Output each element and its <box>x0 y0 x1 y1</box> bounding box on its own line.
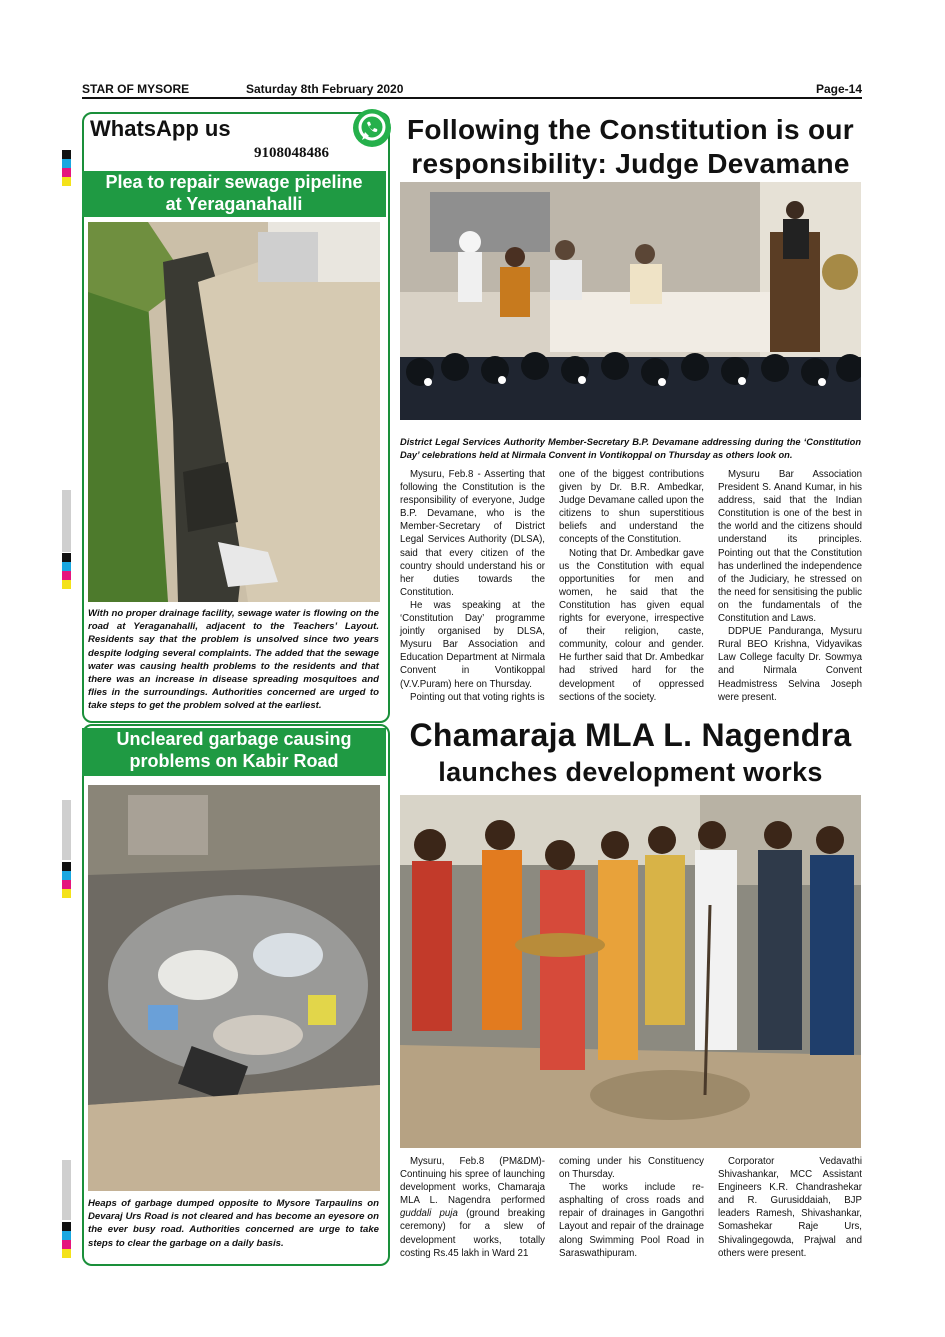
registration-marks <box>62 862 71 898</box>
story4-column-3 <box>718 1155 862 1260</box>
story4-col2-para: coming under his Constituency on Thursday. <box>559 1156 704 1181</box>
story1-headline-band <box>82 171 386 217</box>
story4-headline-line2: launches development works <box>438 757 823 787</box>
story3-headline <box>398 113 863 181</box>
story4-headline <box>398 715 863 789</box>
story2-caption: Heaps of garbage dumped opposite to Mysore Tarpaulins on Devaraj Urs Road is not cleared and has become an eyesore on the ever busy road. Authorities concerned are urge to take steps to clear the garbage on a daily basis. <box>88 1198 379 1249</box>
story4-col1-italic: guddali puja <box>400 1208 458 1220</box>
registration-grey <box>62 490 71 552</box>
registration-marks <box>62 150 71 186</box>
story3-headline-line1: Following the Constitution is our <box>407 114 854 145</box>
whatsapp-icon <box>352 108 392 148</box>
story2-headline-line2: problems on Kabir Road <box>129 751 339 771</box>
registration-marks <box>62 553 71 589</box>
story4-col1-text-end: (ground breaking ceremony) for a slew of development works, totally costing Rs.45 lakh in Ward 21 <box>400 1208 545 1259</box>
story4-col1-para <box>400 1155 545 1260</box>
story3-col1-para: He was speaking at the ‘Constitution Day’ programme jointly organised by DLSA, Mysuru Bar Association and Education Department at Nirmala Convent in Vontikoppal (V.V.Puram) here on Thursday. <box>400 599 545 690</box>
story3-col2-para: one of the biggest contributions given by Dr. B.R. Ambedkar, Judge Devamane called upon the citizens to shun superstitious beliefs and understand the concepts of the Constitution. <box>559 469 704 546</box>
story4-column-2 <box>559 1155 704 1260</box>
story3-column-3 <box>718 468 862 704</box>
sewage-road-photo <box>88 222 380 602</box>
story3-headline-line2: responsibility: Judge Devamane <box>411 148 850 179</box>
story1-caption: With no proper drainage facility, sewage water is flowing on the road at Yeraganahalli, adjacent to the Teachers’ Layout. Residents say that the problem is unsolved since two years despite lodging several complaints. The added that the sewage water was causing health problems to the residents and that there was an increase in disease spreading mosquitoes and flies in the surroundings. Authorities concerned are urged to take steps to get the problem solved at the earliest. <box>88 608 379 712</box>
whatsapp-title: WhatsApp us <box>90 116 231 141</box>
story3-column-2 <box>559 468 704 704</box>
story1-headline-line1: Plea to repair sewage pipeline <box>105 172 363 192</box>
whatsapp-number: 9108048486 <box>254 145 329 161</box>
story4-col3-para: Corporator Vedavathi Shivashankar, MCC Assistant Engineers K.R. Chandrashekar and R. Gurusiddaiah, BJP leaders Ramesh, Shivashankar, Somashekar Raje Urs, Shivalingegowda, Prajwal and others were present. <box>718 1156 862 1259</box>
story3-caption: District Legal Services Authority Member-Secretary B.P. Devamane addressing during the ‘Constitution Day’ celebrations held at Nirmala Convent in Vontikoppal on Thursday as others look on. <box>400 437 861 460</box>
paper-name: STAR OF MYSORE <box>82 82 190 96</box>
story4-col1-text: Mysuru, Feb.8 (PM&DM)- Continuing his spree of launching development works, Chamaraja MLA L. Nagendra performed <box>400 1156 545 1207</box>
header-rule <box>82 97 862 99</box>
story3-col1-para: Pointing out that voting rights is <box>410 691 545 703</box>
groundbreaking-photo <box>400 795 861 1148</box>
story4-headline-line1: Chamaraja MLA L. Nagendra <box>409 717 852 753</box>
story3-col3-para: Mysuru Bar Association President S. Anand Kumar, in his address, said that the Indian Constitution is one of the best in the world and the citizens should understand its principles. Pointing out that the Constitution has underlined the independence of the Judiciary, he stressed on the need for sensitising the public on the fundamentals of the Constitution and Laws. <box>718 469 862 625</box>
story4-column-1 <box>400 1155 545 1260</box>
registration-grey <box>62 800 71 860</box>
story3-column-1 <box>400 468 545 704</box>
issue-date: Saturday 8th February 2020 <box>246 82 404 96</box>
story3-col3-para: DDPUE Panduranga, Mysuru Rural BEO Krishna, Vidyavikas Law College faculty Dr. Sowmya and Nirmala Convent Headmistress Selvina Joseph were present. <box>718 626 862 703</box>
registration-marks <box>62 1222 71 1258</box>
constitution-day-photo <box>400 182 861 420</box>
page-number: Page-14 <box>815 82 862 96</box>
story1-headline-line2: at Yeraganahalli <box>165 194 303 214</box>
story2-headline-line1: Uncleared garbage causing <box>116 729 352 749</box>
story3-col2-para: Noting that Dr. Ambedkar gave us the Constitution with equal opportunities for men and women, he said that the Constitution has given equal rights for everyone, irrespective of their religion, caste, community, colour and gender. He further said that Dr. Ambedkar had strived hard for the development of oppressed sections of the society. <box>559 547 704 703</box>
story3-col1-para: Mysuru, Feb.8 - Asserting that following the Constitution is the responsibility of everyone, Judge B.P. Devamane, who is the Member-Secretary of District Legal Services Authority (DLSA), said that every citizen of the country should understand his or her duties towards the Constitution. <box>400 469 545 598</box>
story2-headline-band <box>82 728 386 776</box>
registration-grey <box>62 1160 71 1220</box>
story4-col2-para: The works include re-asphalting of cross roads and repair of drainages in Gangothri Layout and repair of the drainage along Swimming Pool Road in Saraswathipuram. <box>559 1182 704 1259</box>
garbage-photo <box>88 785 380 1191</box>
